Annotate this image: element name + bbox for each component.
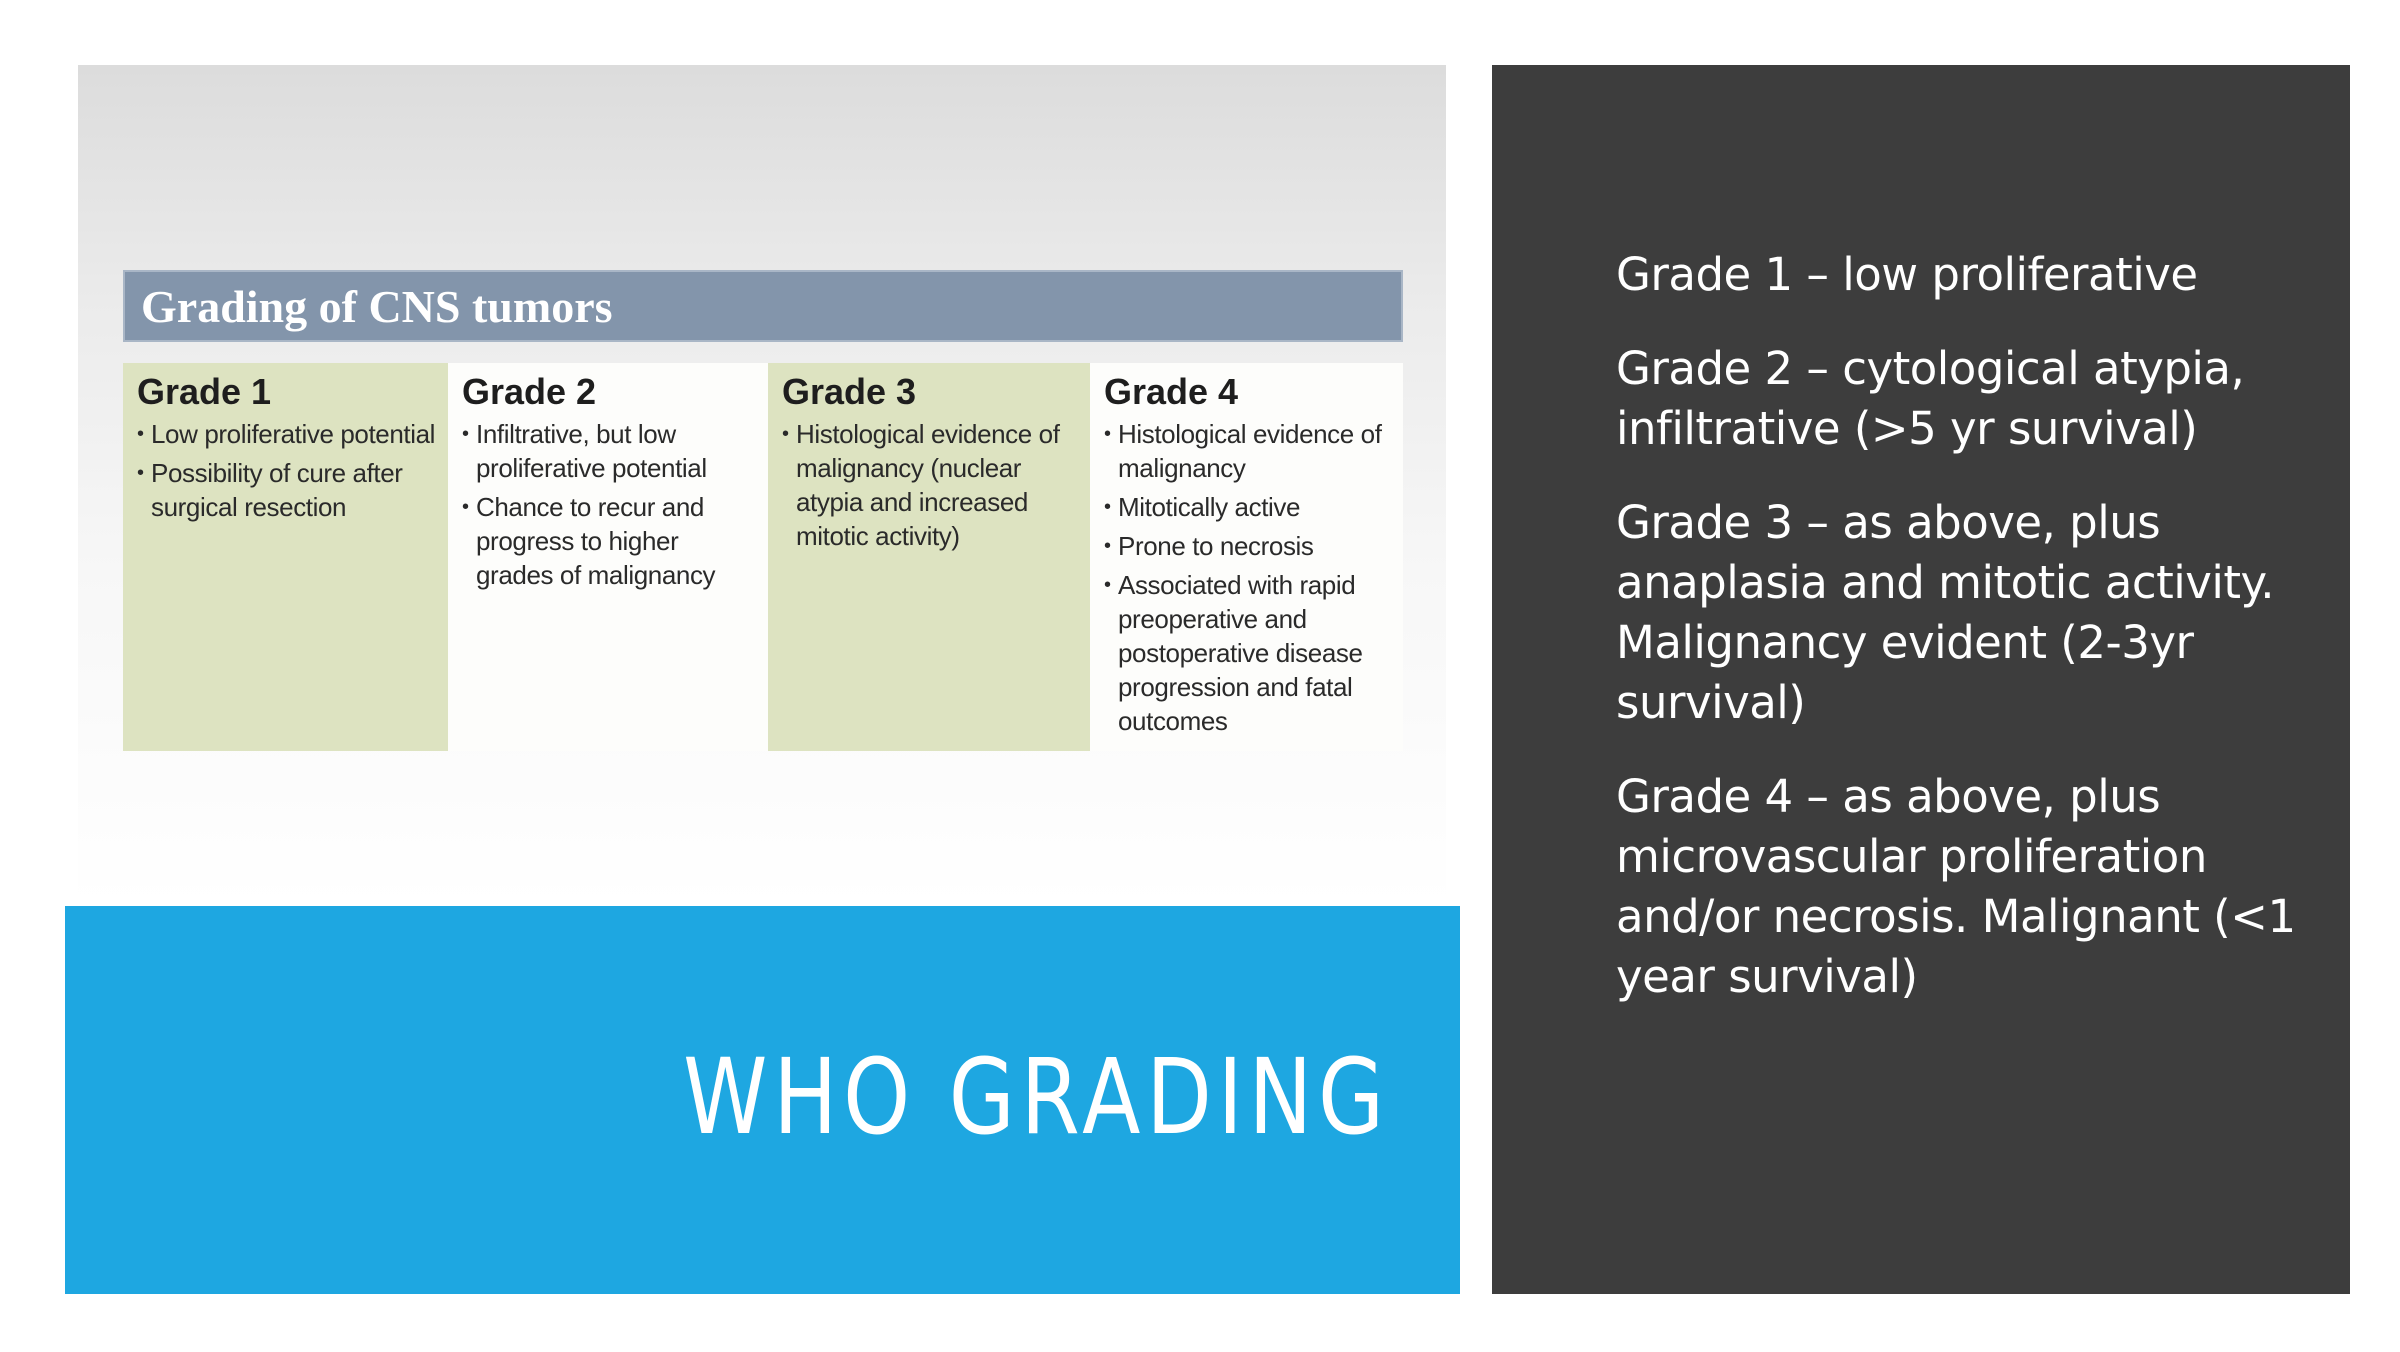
grade-heading: Grade 3 — [782, 371, 917, 412]
grade-bullet: • Low proliferative potential — [137, 417, 436, 451]
grade-column-3 — [768, 363, 1090, 751]
summary-item-grade-2: Grade 2 – cytological atypia, infiltrative (>5 yr survival) — [1616, 342, 2245, 455]
slide-title: WHO GRADING — [683, 1036, 1390, 1158]
grade-heading: Grade 1 — [137, 371, 272, 412]
grade-bullet-list — [462, 417, 756, 592]
grade-bullet-list — [1104, 417, 1391, 738]
grade-bullet: • Chance to recur and progress to higher grades of malignancy — [462, 490, 756, 592]
grade-column-2 — [448, 363, 768, 751]
grade-bullet-list — [782, 417, 1078, 553]
table-title-bar — [123, 270, 1403, 342]
grade-column-4 — [1090, 363, 1403, 751]
grade-bullet: • Mitotically active — [1104, 490, 1391, 524]
summary-panel — [1492, 65, 2350, 1294]
grade-bullet: • Histological evidence of malignancy — [1104, 417, 1391, 485]
grade-bullet: • Possibility of cure after surgical resection — [137, 456, 436, 524]
summary-item-grade-4: Grade 4 – as above, plus microvascular proliferation and/or necrosis. Malignant (<1 year survival) — [1616, 770, 2296, 1003]
summary-item-grade-3: Grade 3 – as above, plus anaplasia and mitotic activity. Malignancy evident (2-3yr survival) — [1616, 496, 2275, 729]
summary-list — [1616, 245, 2306, 1041]
grade-bullet: • Infiltrative, but low proliferative potential — [462, 417, 756, 485]
table-title: Grading of CNS tumors — [141, 281, 613, 332]
grade-bullet: • Associated with rapid preoperative and postoperative disease progression and fatal outcomes — [1104, 568, 1391, 738]
summary-item-grade-1: Grade 1 – low proliferative — [1616, 248, 2198, 301]
title-banner — [65, 906, 1460, 1294]
grading-table-image — [78, 65, 1446, 905]
grade-column-1 — [123, 363, 448, 751]
grade-bullet: • Prone to necrosis — [1104, 529, 1391, 563]
grade-heading: Grade 4 — [1104, 371, 1239, 412]
grade-heading: Grade 2 — [462, 371, 597, 412]
grade-bullet: • Histological evidence of malignancy (nuclear atypia and increased mitotic activity) — [782, 417, 1078, 553]
grade-bullet-list — [137, 417, 436, 524]
